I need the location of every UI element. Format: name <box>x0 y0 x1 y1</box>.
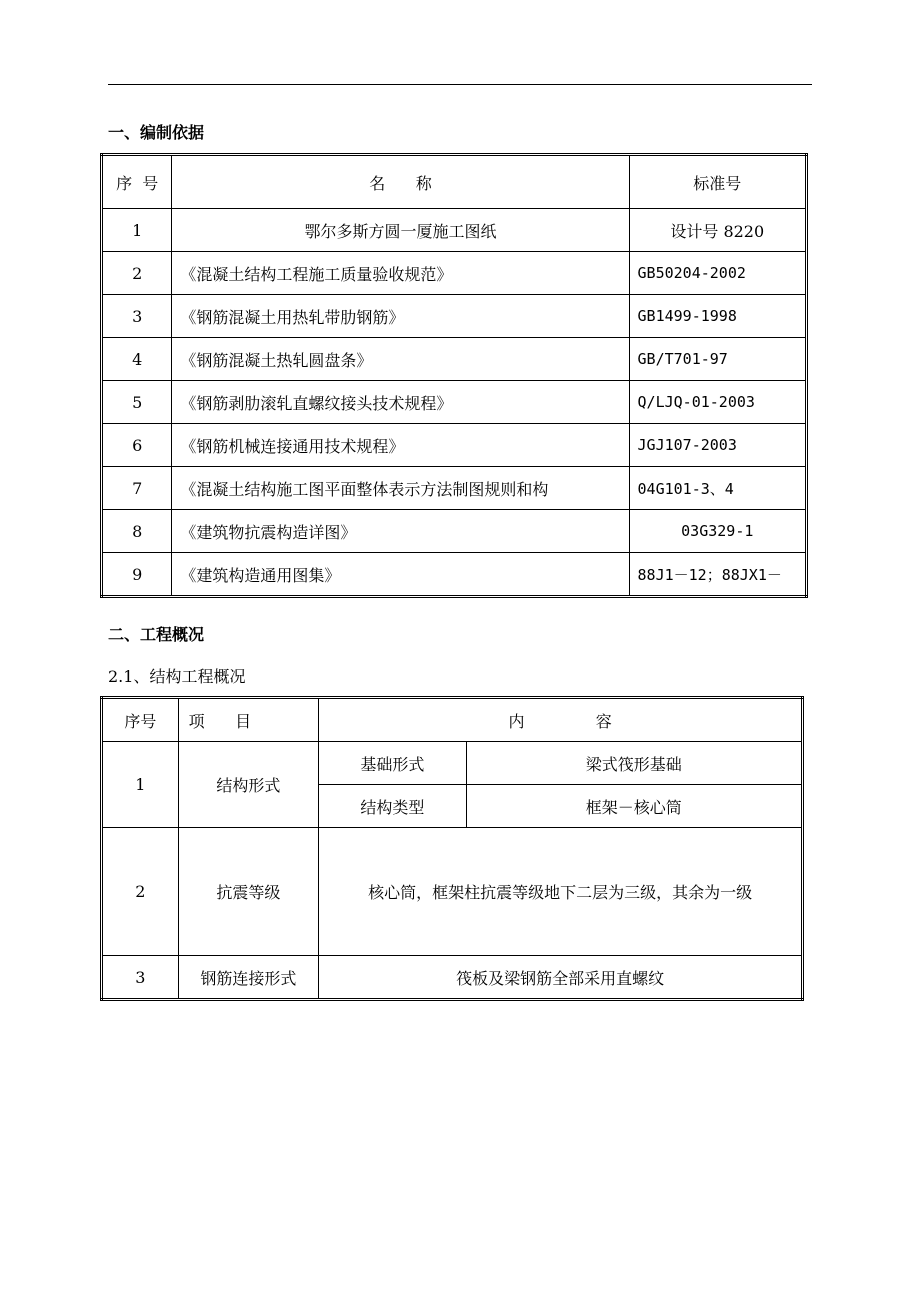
row-code: GB1499-1998 <box>629 295 806 338</box>
section-1-title: 一、编制依据 <box>108 123 205 142</box>
table-row <box>102 956 803 1000</box>
column-header-code: 标准号 <box>629 155 806 209</box>
structure-overview-table <box>100 696 804 1001</box>
row-item: 钢筋连接形式 <box>178 956 319 1000</box>
table-row <box>102 742 803 785</box>
row-no: 2 <box>102 828 179 956</box>
row-code: 设计号 8220 <box>629 209 806 252</box>
row-no: 1 <box>102 742 179 828</box>
row-code: GB/T701-97 <box>629 338 806 381</box>
header-rule <box>108 84 812 85</box>
row-code: Q/LJQ-01-2003 <box>629 381 806 424</box>
row-no: 3 <box>102 295 172 338</box>
table-row <box>102 828 803 956</box>
row-no: 1 <box>102 209 172 252</box>
row-no: 5 <box>102 381 172 424</box>
row-no: 3 <box>102 956 179 1000</box>
row-name: 鄂尔多斯方圆一厦施工图纸 <box>172 209 629 252</box>
section-2-title: 二、工程概况 <box>108 625 205 644</box>
table-row <box>102 338 807 381</box>
row-code: 04G101-3、4 <box>629 467 806 510</box>
row-item: 结构形式 <box>178 742 319 828</box>
row-code: GB50204-2002 <box>629 252 806 295</box>
row-name: 《混凝土结构工程施工质量验收规范》 <box>172 252 629 295</box>
row-code: 88J1－12；88JX1－ <box>629 553 806 597</box>
sub-value: 梁式筏形基础 <box>466 742 802 785</box>
sub-label: 结构类型 <box>319 785 466 828</box>
table-row <box>102 424 807 467</box>
row-no: 9 <box>102 553 172 597</box>
row-item: 抗震等级 <box>178 828 319 956</box>
table-row <box>102 381 807 424</box>
row-name: 《钢筋混凝土用热轧带肋钢筋》 <box>172 295 629 338</box>
row-no: 6 <box>102 424 172 467</box>
row-code: 03G329-1 <box>629 510 806 553</box>
column-header-no: 序号 <box>102 698 179 742</box>
row-name: 《钢筋混凝土热轧圆盘条》 <box>172 338 629 381</box>
table-row <box>102 510 807 553</box>
row-name: 《钢筋剥肋滚轧直螺纹接头技术规程》 <box>172 381 629 424</box>
table-row <box>102 209 807 252</box>
row-no: 7 <box>102 467 172 510</box>
row-no: 4 <box>102 338 172 381</box>
row-code: JGJ107-2003 <box>629 424 806 467</box>
table-row <box>102 252 807 295</box>
sub-value: 框架－核心筒 <box>466 785 802 828</box>
row-name: 《钢筋机械连接通用技术规程》 <box>172 424 629 467</box>
sub-label: 基础形式 <box>319 742 466 785</box>
table-header-row <box>102 698 803 742</box>
row-content: 核心筒，框架柱抗震等级地下二层为三级，其余为一级 <box>319 828 803 956</box>
column-header-item: 项 目 <box>178 698 319 742</box>
row-no: 8 <box>102 510 172 553</box>
row-name: 《建筑物抗震构造详图》 <box>172 510 629 553</box>
table-row <box>102 553 807 597</box>
row-content: 筏板及梁钢筋全部采用直螺纹 <box>319 956 803 1000</box>
column-header-name: 名 称 <box>172 155 629 209</box>
row-no: 2 <box>102 252 172 295</box>
table-header-row <box>102 155 807 209</box>
column-header-content: 内 容 <box>319 698 803 742</box>
table-row <box>102 295 807 338</box>
section-2-1-title: 2.1、结构工程概况 <box>108 667 246 686</box>
row-name: 《建筑构造通用图集》 <box>172 553 629 597</box>
row-name: 《混凝土结构施工图平面整体表示方法制图规则和构 <box>172 467 629 510</box>
table-row <box>102 467 807 510</box>
column-header-no: 序 号 <box>102 155 172 209</box>
basis-table <box>100 153 808 598</box>
